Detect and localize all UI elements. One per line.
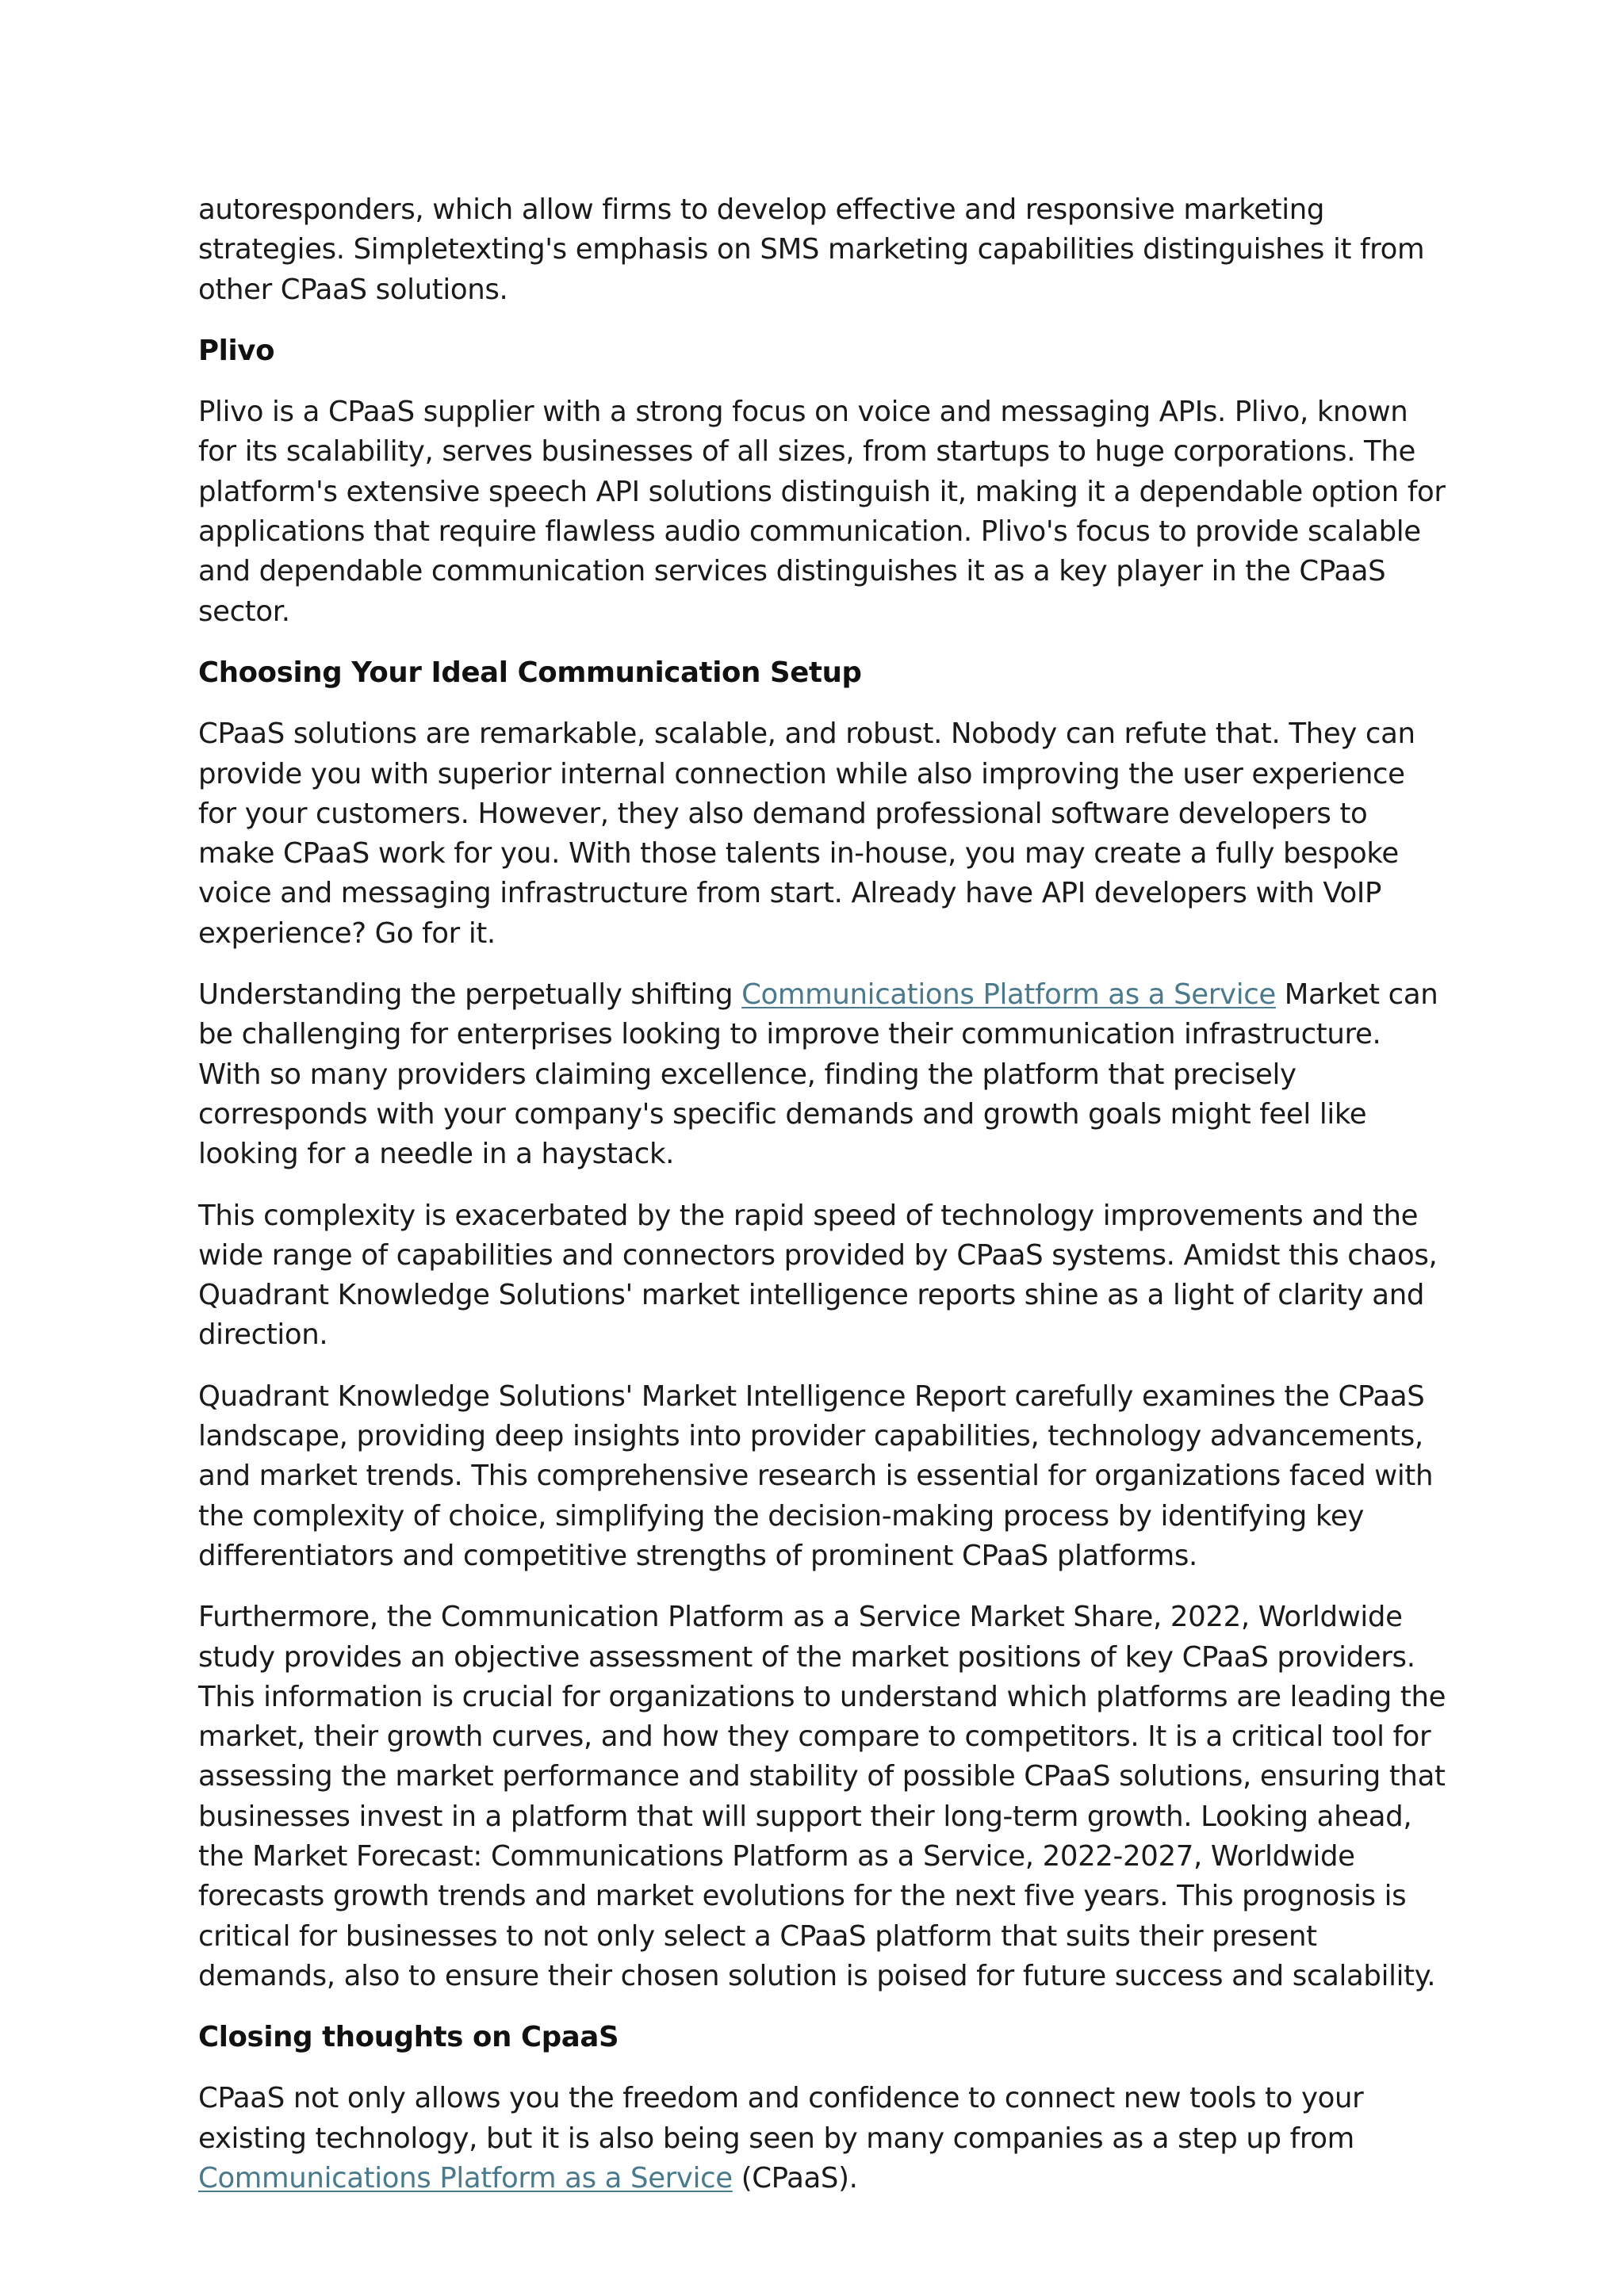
heading-plivo: Plivo	[198, 334, 275, 367]
paragraph-understanding-text-before: Understanding the perpetually shifting	[198, 978, 742, 1012]
paragraph-quadrant-report: Quadrant Knowledge Solutions' Market Intelligence Report carefully examines the CPaaS landscape, providing deep insights into provider capabilities, technology advancements, and market trends. This comprehensive research is essential for organizations faced with the complexity of choice, simplifying the decision-making process by identifying key differentiators and competitive strengths of prominent CPaaS platforms.	[198, 1380, 1434, 1572]
document-page	[198, 190, 1451, 2220]
paragraph-market-share: Furthermore, the Communication Platform as a Service Market Share, 2022, Worldwide study provides an objective assessment of the market positions of key CPaaS providers. This information is crucial for organizations to understand which platforms are leading the market, their growth curves, and how they compare to competitors. It is a critical tool for assessing the market performance and stability of possible CPaaS solutions, ensuring that businesses invest in a platform that will support their long-term growth. Looking ahead, the Market Forecast: Communications Platform as a Service, 2022-2027, Worldwide forecasts growth trends and market evolutions for the next five years. This prognosis is critical for businesses to not only select a CPaaS platform that suits their present demands, also to ensure their chosen solution is poised for future success and scalability.	[198, 1601, 1446, 1992]
paragraph-intro: autoresponders, which allow firms to develop effective and responsive marketing strategies. Simpletexting's emphasis on SMS marketing capabilities distinguishes it from other CPaaS solutions.	[198, 193, 1425, 306]
paragraph-closing-text-after: (CPaaS).	[732, 2162, 858, 2195]
heading-closing-thoughts: Closing thoughts on CpaaS	[198, 2021, 619, 2054]
paragraph-understanding	[198, 975, 1451, 1174]
heading-choosing-setup: Choosing Your Ideal Communication Setup	[198, 656, 862, 689]
paragraph-closing-text-before: CPaaS not only allows you the freedom and confidence to connect new tools to your existing technology, but it is also being seen by many companies as a step up from	[198, 2082, 1364, 2155]
paragraph-plivo: Plivo is a CPaaS supplier with a strong focus on voice and messaging APIs. Plivo, known for its scalability, serves businesses of all sizes, from startups to huge corporations. The platform's extensive speech API solutions distinguish it, making it a dependable option for applications that require flawless audio communication. Plivo's focus to provide scalable and dependable communication services distinguishes it as a key player in the CPaaS sector.	[198, 396, 1446, 628]
cpaas-link-closing[interactable]: Communications Platform as a Service	[198, 2162, 733, 2195]
paragraph-choosing-setup: CPaaS solutions are remarkable, scalable, and robust. Nobody can refute that. They can provide you with superior internal connection while also improving the user experience for your customers. However, they also demand professional software developers to make CPaaS work for you. With those talents in-house, you may create a fully bespoke voice and messaging infrastructure from start. Already have API developers with VoIP experience? Go for it.	[198, 718, 1415, 950]
cpaas-link[interactable]: Communications Platform as a Service	[741, 978, 1276, 1012]
paragraph-understanding-text-after: Market can be challenging for enterprises looking to improve their communication infrastructure. With so many providers claiming excellence, finding the platform that precisely corresponds with your company's specific demands and growth goals might feel like looking for a needle in a haystack.	[198, 978, 1438, 1171]
paragraph-complexity: This complexity is exacerbated by the rapid speed of technology improvements and the wide range of capabilities and connectors provided by CPaaS systems. Amidst this chaos, Quadrant Knowledge Solutions' market intelligence reports shine as a light of clarity and direction.	[198, 1199, 1438, 1352]
paragraph-closing	[198, 2079, 1451, 2198]
